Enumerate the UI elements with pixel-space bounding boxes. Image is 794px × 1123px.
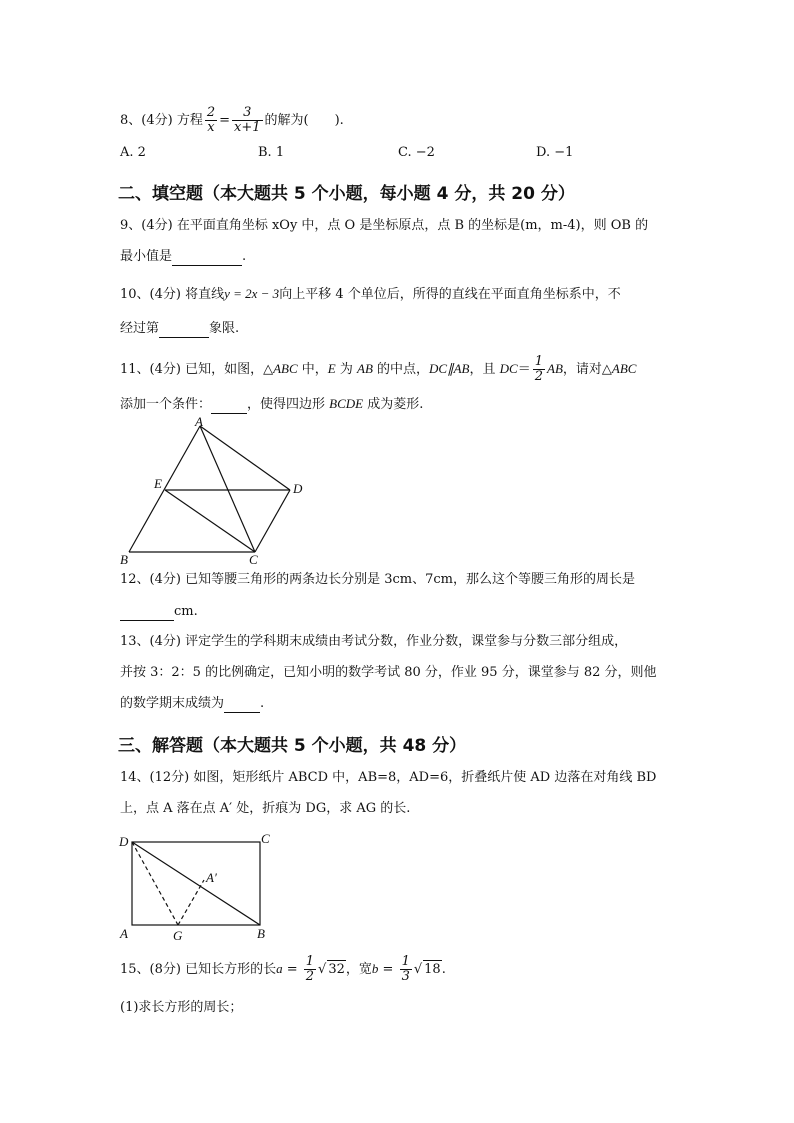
q11-line-1: 11、(4分) 已知，如图，△ABC 中，E 为 AB 的中点，DC∥AB，且 DC＝ $\frac{1}{2}$ AB，请对△ABC bbox=[120, 354, 637, 384]
q14-line-2: 上，点 A 落在点 A′ 处，折痕为 DG，求 AG 的长. bbox=[120, 801, 411, 816]
q11-line-2: 添加一个条件： ，使得四边形 BCDE 成为菱形. bbox=[120, 396, 424, 412]
q9-line-1: 9、(4分) 在平面直角坐标 xOy 中，点 O 是坐标原点，点 B 的坐标是(m，m-4)，则 OB 的 bbox=[120, 218, 649, 233]
q15-fraction-2: $\frac{1}{3}$ bbox=[401, 954, 410, 984]
label-e: E bbox=[154, 476, 162, 491]
q13-line-1: 13、(4分) 评定学生的学科期末成绩由考试分数，作业分数，课堂参与分数三部分组成， bbox=[120, 634, 628, 649]
label-c: C bbox=[261, 831, 270, 846]
figure-rhombus-diagram bbox=[110, 415, 310, 570]
label-a: A bbox=[195, 415, 203, 429]
q12-answer-blank bbox=[120, 606, 174, 621]
q11-fraction: $\frac{1}{2}$ bbox=[534, 354, 543, 384]
section-2-heading: 二、填空题（本大题共 5 个小题，每小题 4 分，共 20 分） bbox=[118, 184, 575, 204]
label-c: C bbox=[249, 552, 258, 567]
q8-option-b: B. 1 bbox=[258, 145, 285, 160]
q13-line-3: 的数学期末成绩为 . bbox=[120, 696, 265, 711]
diagonal-bd bbox=[132, 842, 260, 925]
q15-line-1: 15、(8分) 已知长方形的长a = $\frac{1}{2}$ √ 32，宽b = $\frac{1}{3}$ √ 18. bbox=[120, 954, 446, 984]
seg-ab bbox=[129, 426, 200, 552]
label-a-prime: A′ bbox=[206, 870, 217, 885]
q9-line-2: 最小值是 . bbox=[120, 249, 247, 264]
q12-line-1: 12、(4分) 已知等腰三角形的两条边长分别是 3cm、7cm，那么这个等腰三角形的周长是 bbox=[120, 572, 635, 587]
figure-rectangle-fold-diagram bbox=[112, 830, 282, 945]
q10-line-1: 10、(4分) 将直线y = 2x − 3向上平移 4 个单位后，所得的直线在平面直角坐标系中，不 bbox=[120, 286, 621, 302]
q14-line-1: 14、(12分) 如图，矩形纸片 ABCD 中，AB=8，AD=6，折叠纸片使 AD 边落在对角线 BD bbox=[120, 770, 657, 785]
fold-dg bbox=[132, 842, 178, 925]
q13-answer-blank bbox=[224, 698, 260, 713]
fold-gaprime bbox=[178, 880, 204, 925]
q12-line-2: cm. bbox=[120, 603, 198, 621]
q11-answer-blank bbox=[211, 399, 247, 414]
q8-label: 8、(4分) 方程 bbox=[120, 113, 203, 128]
q10-line-2: 经过第 象限. bbox=[120, 321, 240, 336]
label-d: D bbox=[293, 481, 303, 496]
label-b: B bbox=[257, 926, 265, 941]
q15-fraction-1: $\frac{1}{2}$ bbox=[305, 954, 315, 984]
q8-fraction-1: $\frac{2}{x}$ bbox=[206, 105, 216, 135]
label-d: D bbox=[119, 834, 129, 849]
sqrt-symbol-1: √ bbox=[318, 962, 327, 977]
q9-answer-blank bbox=[172, 251, 242, 266]
q8-line: 8、(4分) 方程 $\frac{2}{x}$ = $\frac{3}{x+1}$ 的解为( ). bbox=[120, 105, 344, 135]
q8-fraction-2: $\frac{3}{x+1}$ bbox=[234, 105, 261, 135]
q10-answer-blank bbox=[159, 323, 209, 338]
label-g: G bbox=[173, 928, 183, 943]
q15-sub-1: (1)求长方形的周长； bbox=[120, 1000, 243, 1015]
label-b: B bbox=[120, 552, 128, 567]
section-3-heading: 三、解答题（本大题共 5 个小题，共 48 分） bbox=[118, 736, 467, 756]
q10-formula: y = 2x − 3 bbox=[224, 286, 280, 301]
sqrt-symbol-2: √ bbox=[413, 962, 423, 977]
label-a: A bbox=[120, 926, 128, 941]
q8-option-c: C. −2 bbox=[398, 145, 435, 160]
q8-option-a: A. 2 bbox=[120, 145, 146, 160]
q8-option-d: D. −1 bbox=[536, 145, 574, 160]
seg-cd bbox=[255, 490, 290, 552]
q13-line-2: 并按 3：2：5 的比例确定，已知小明的数学考试 80 分，作业 95 分，课堂参与 82 分，则他 bbox=[120, 665, 657, 680]
